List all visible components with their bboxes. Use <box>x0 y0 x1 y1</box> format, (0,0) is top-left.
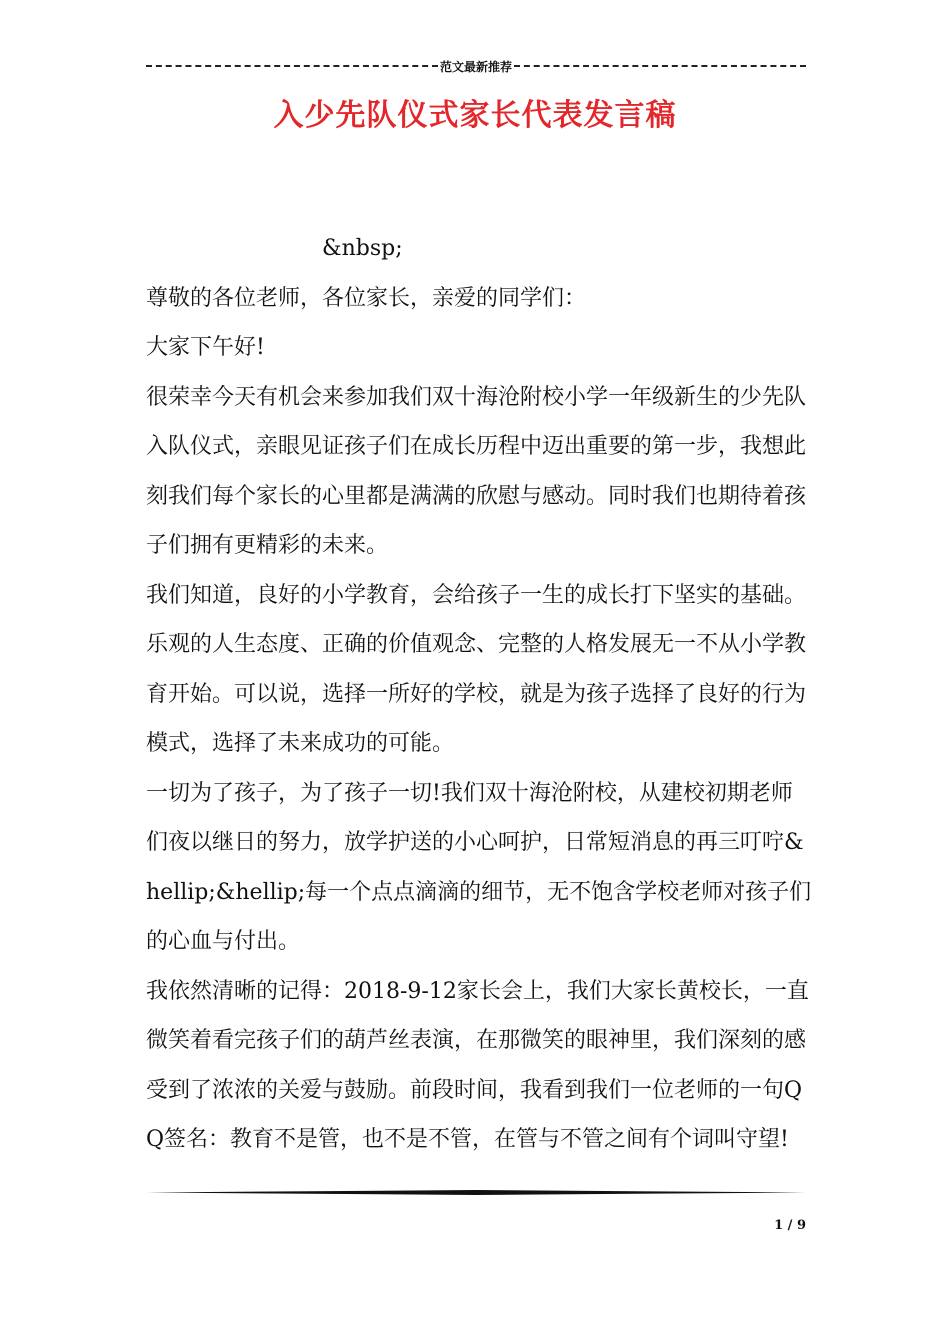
footer-rule <box>146 1190 806 1195</box>
paragraph: 尊敬的各位老师，各位家长，亲爱的同学们： <box>146 285 587 311</box>
header-banner <box>146 56 806 76</box>
header-label: 范文最新推荐 <box>440 59 513 74</box>
page-number: 1 / 9 <box>774 1218 806 1233</box>
paragraph: 我依然清晰的记得：2018-9-12家长会上，我们大家长黄校长，一直微笑着看完孩子们的葫芦丝表演，在那微笑的眼神里，我们深刻的感受到了浓浓的关爱与鼓励。前段时间，我看到我们一位老师的一句QQ签名：教育不是管，也不是不管，在管与不管之间有个词叫守望! <box>146 978 809 1152</box>
paragraph: &nbsp; <box>322 236 403 261</box>
paragraph: 一切为了孩子，为了孩子一切!我们双十海沧附校，从建校初期老师们夜以继日的努力，放学护送的小心呵护，日常短消息的再三叮咛&hellip;&hellip;每一个点点滴滴的细节，无不饱含学校老师对孩子们的心血与付出。 <box>146 780 812 954</box>
paragraph: 很荣幸今天有机会来参加我们双十海沧附校小学一年级新生的少先队入队仪式，亲眼见证孩子们在成长历程中迈出重要的第一步，我想此刻我们每个家长的心里都是满满的欣慰与感动。同时我们也期待着孩子们拥有更精彩的未来。 <box>146 384 807 558</box>
paragraph: 大家下午好! <box>146 335 265 360</box>
header-dash-right <box>514 65 806 67</box>
header-dash-left <box>146 65 438 67</box>
document-title: 入少先队仪式家长代表发言稿 <box>273 98 677 133</box>
paragraph: 我们知道，良好的小学教育，会给孩子一生的成长打下坚实的基础。乐观的人生态度、正确的价值观念、完整的人格发展无一不从小学教育开始。可以说，选择一所好的学校，就是为孩子选择了良好的行为模式，选择了未来成功的可能。 <box>146 582 807 756</box>
document-body <box>146 224 812 1165</box>
